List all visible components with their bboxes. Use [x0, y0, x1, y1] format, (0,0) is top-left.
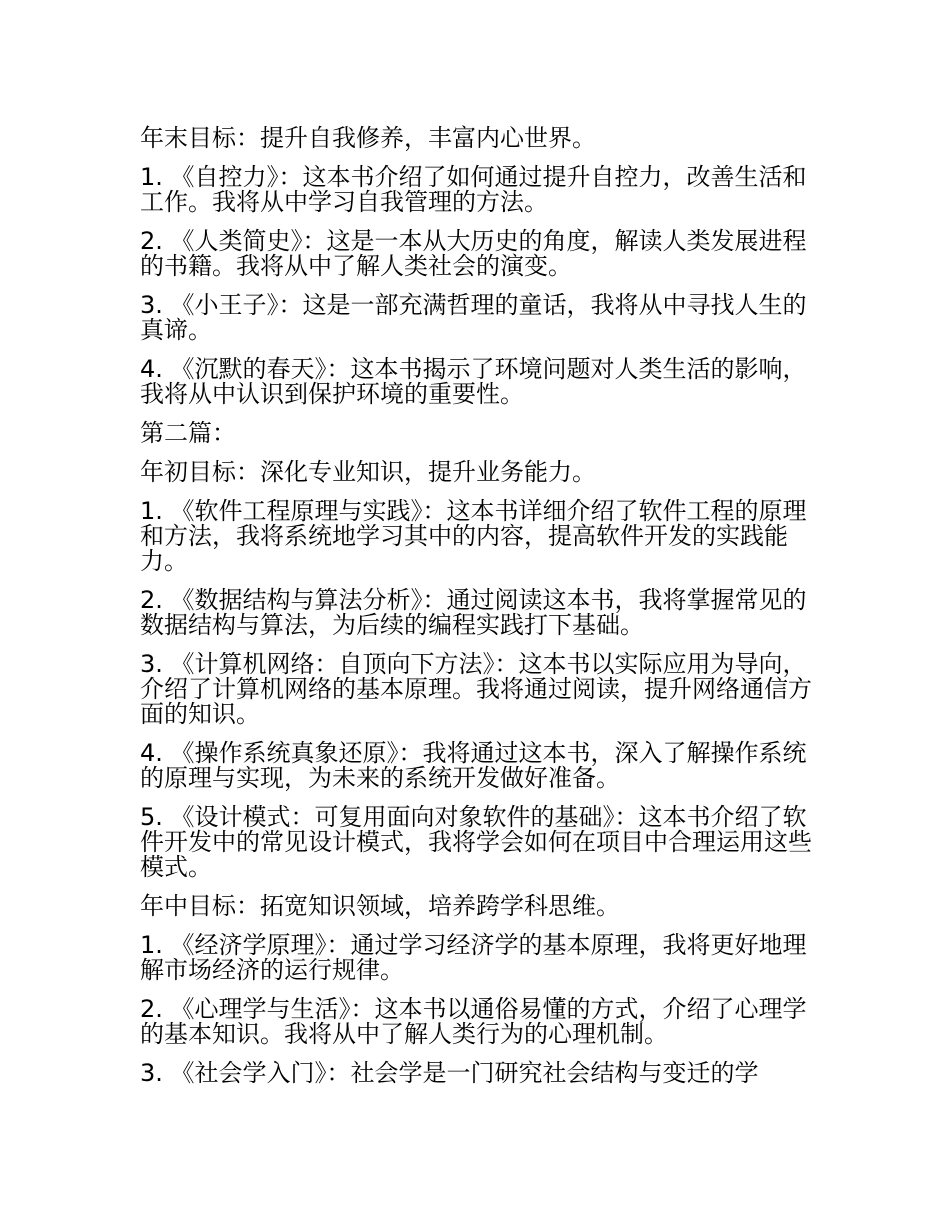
book-item-computer-networks: 3. 《计算机网络：自顶向下方法》：这本书以实际应用为导向，介绍了计算机网络的基本原理。我将通过阅读，提升网络通信方面的知识。 — [140, 650, 812, 728]
section-heading-part-two: 第二篇： — [140, 419, 236, 447]
book-item-self-control: 1. 《自控力》：这本书介绍了如何通过提升自控力，改善生活和工作。我将从中学习自我管理的方法。 — [140, 163, 807, 216]
goal-heading-year-end: 年末目标：提升自我修养，丰富内心世界。 — [140, 124, 596, 152]
goal-heading-mid-year: 年中目标：拓宽知识领域，培养跨学科思维。 — [140, 892, 620, 920]
book-item-operating-systems: 4. 《操作系统真象还原》：我将通过这本书，深入了解操作系统的原理与实现，为未来的系统开发做好准备。 — [140, 739, 807, 792]
book-item-data-structures: 2. 《数据结构与算法分析》：通过阅读这本书，我将掌握常见的数据结构与算法，为后续的编程实践打下基础。 — [140, 586, 807, 639]
book-item-economics: 1. 《经济学原理》：通过学习经济学的基本原理，我将更好地理解市场经济的运行规律。 — [140, 931, 807, 984]
book-item-design-patterns: 5. 《设计模式：可复用面向对象软件的基础》：这本书介绍了软件开发中的常见设计模式，我将学会如何在项目中合理运用这些模式。 — [140, 803, 812, 881]
book-item-software-engineering: 1. 《软件工程原理与实践》：这本书详细介绍了软件工程的原理和方法，我将系统地学习其中的内容，提高软件开发的实践能力。 — [140, 497, 807, 575]
book-item-sociology: 3. 《社会学入门》：社会学是一门研究社会结构与变迁的学 — [140, 1059, 759, 1087]
book-item-psychology: 2. 《心理学与生活》：这本书以通俗易懂的方式，介绍了心理学的基本知识。我将从中了解人类行为的心理机制。 — [140, 995, 807, 1048]
book-item-sapiens: 2. 《人类简史》：这是一本从大历史的角度，解读人类发展进程的书籍。我将从中了解人类社会的演变。 — [140, 227, 807, 280]
goal-heading-year-start: 年初目标：深化专业知识，提升业务能力。 — [140, 458, 596, 486]
book-item-little-prince: 3. 《小王子》：这是一部充满哲理的童话，我将从中寻找人生的真谛。 — [140, 291, 807, 344]
document-page — [140, 126, 820, 1100]
book-item-silent-spring: 4. 《沉默的春天》：这本书揭示了环境问题对人类生活的影响，我将从中认识到保护环境的重要性。 — [140, 355, 807, 408]
